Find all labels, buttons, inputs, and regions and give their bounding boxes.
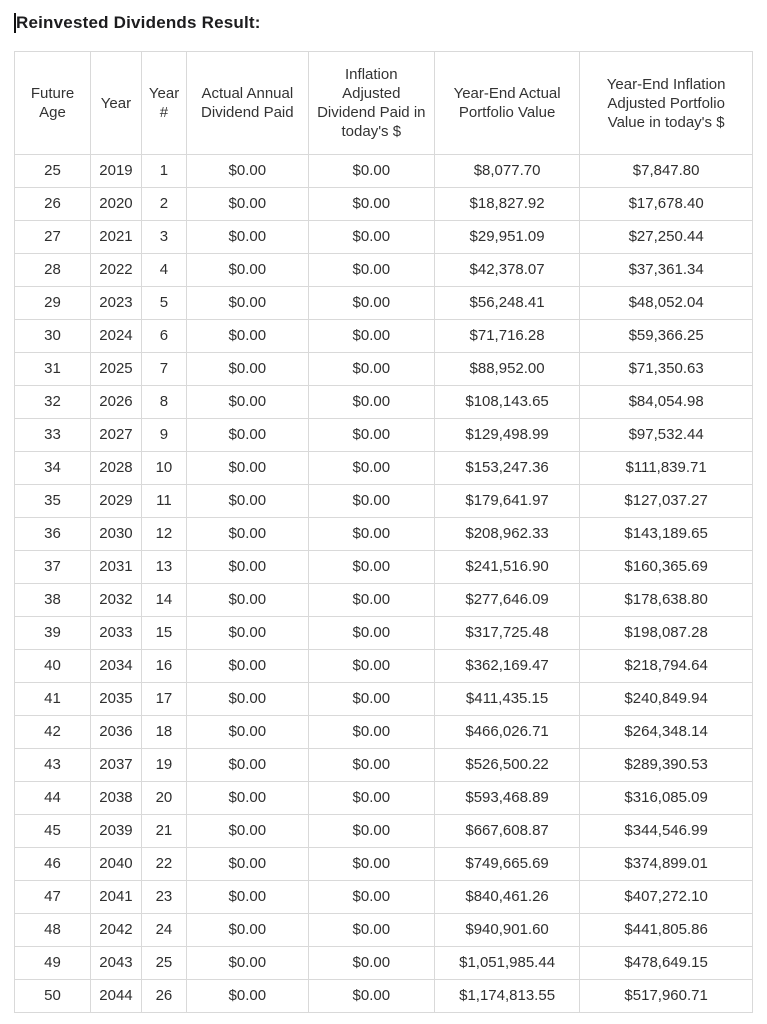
table-cell: 9 — [141, 419, 186, 452]
table-cell: 46 — [15, 848, 91, 881]
table-cell: 28 — [15, 254, 91, 287]
table-cell: $0.00 — [308, 551, 434, 584]
table-cell: $17,678.40 — [580, 188, 753, 221]
table-cell: 45 — [15, 815, 91, 848]
table-cell: $37,361.34 — [580, 254, 753, 287]
table-cell: 31 — [15, 353, 91, 386]
table-cell: 2026 — [91, 386, 142, 419]
table-cell: $0.00 — [308, 155, 434, 188]
table-row — [15, 287, 753, 320]
table-cell: 2021 — [91, 221, 142, 254]
table-cell: $0.00 — [308, 617, 434, 650]
table-cell: 12 — [141, 518, 186, 551]
table-cell: $0.00 — [186, 155, 308, 188]
section-header — [14, 12, 753, 34]
table-cell: $0.00 — [308, 452, 434, 485]
table-cell: $0.00 — [308, 881, 434, 914]
table-cell: 2029 — [91, 485, 142, 518]
table-cell: 42 — [15, 716, 91, 749]
table-cell: 3 — [141, 221, 186, 254]
table-cell: 1 — [141, 155, 186, 188]
table-cell: $411,435.15 — [434, 683, 579, 716]
table-cell: $178,638.80 — [580, 584, 753, 617]
table-cell: $0.00 — [186, 452, 308, 485]
table-cell: $0.00 — [186, 683, 308, 716]
table-row — [15, 815, 753, 848]
table-cell: $0.00 — [308, 518, 434, 551]
table-cell: $940,901.60 — [434, 914, 579, 947]
table-cell: 25 — [15, 155, 91, 188]
table-cell: $0.00 — [308, 848, 434, 881]
table-cell: $0.00 — [308, 683, 434, 716]
column-header-7: Year-End Inflation Adjusted Portfolio Value in today's $ — [580, 52, 753, 155]
table-cell: $0.00 — [186, 947, 308, 980]
column-header-6: Year-End Actual Portfolio Value — [434, 52, 579, 155]
table-cell: 36 — [15, 518, 91, 551]
table-row — [15, 881, 753, 914]
table-row — [15, 452, 753, 485]
table-cell: 2038 — [91, 782, 142, 815]
table-cell: 48 — [15, 914, 91, 947]
table-cell: $27,250.44 — [580, 221, 753, 254]
table-cell: $0.00 — [186, 815, 308, 848]
table-cell: 2022 — [91, 254, 142, 287]
table-cell: 40 — [15, 650, 91, 683]
table-cell: 11 — [141, 485, 186, 518]
table-cell: 7 — [141, 353, 186, 386]
table-cell: $317,725.48 — [434, 617, 579, 650]
table-cell: $0.00 — [308, 320, 434, 353]
table-cell: $127,037.27 — [580, 485, 753, 518]
table-cell: $264,348.14 — [580, 716, 753, 749]
table-cell: 15 — [141, 617, 186, 650]
table-cell: $0.00 — [308, 914, 434, 947]
table-cell: 17 — [141, 683, 186, 716]
table-cell: 38 — [15, 584, 91, 617]
table-body — [15, 155, 753, 1013]
table-cell: 4 — [141, 254, 186, 287]
table-cell: 2041 — [91, 881, 142, 914]
table-cell: 47 — [15, 881, 91, 914]
table-cell: $0.00 — [186, 287, 308, 320]
table-cell: $0.00 — [186, 320, 308, 353]
table-cell: 2023 — [91, 287, 142, 320]
table-cell: $0.00 — [186, 188, 308, 221]
table-cell: $0.00 — [308, 980, 434, 1013]
table-cell: 2035 — [91, 683, 142, 716]
table-cell: $88,952.00 — [434, 353, 579, 386]
table-cell: $289,390.53 — [580, 749, 753, 782]
table-cell: $56,248.41 — [434, 287, 579, 320]
table-cell: $0.00 — [308, 815, 434, 848]
table-cell: 16 — [141, 650, 186, 683]
table-cell: $1,174,813.55 — [434, 980, 579, 1013]
table-row — [15, 683, 753, 716]
table-cell: 43 — [15, 749, 91, 782]
table-cell: 10 — [141, 452, 186, 485]
table-cell: $0.00 — [186, 881, 308, 914]
table-cell: $0.00 — [308, 716, 434, 749]
column-header-1: Future Age — [15, 52, 91, 155]
table-cell: $0.00 — [186, 782, 308, 815]
table-cell: 2043 — [91, 947, 142, 980]
table-cell: $0.00 — [186, 749, 308, 782]
table-cell: $0.00 — [186, 848, 308, 881]
table-cell: $441,805.86 — [580, 914, 753, 947]
table-row — [15, 650, 753, 683]
table-row — [15, 947, 753, 980]
table-cell: $143,189.65 — [580, 518, 753, 551]
table-cell: 2031 — [91, 551, 142, 584]
table-cell: 30 — [15, 320, 91, 353]
table-cell: $0.00 — [308, 221, 434, 254]
table-cell: $0.00 — [186, 716, 308, 749]
table-cell: 2020 — [91, 188, 142, 221]
table-cell: 39 — [15, 617, 91, 650]
table-cell: $8,077.70 — [434, 155, 579, 188]
table-cell: 23 — [141, 881, 186, 914]
table-row — [15, 848, 753, 881]
table-cell: $0.00 — [186, 353, 308, 386]
table-cell: 22 — [141, 848, 186, 881]
table-row — [15, 254, 753, 287]
table-cell: $42,378.07 — [434, 254, 579, 287]
table-cell: 2037 — [91, 749, 142, 782]
table-cell: $478,649.15 — [580, 947, 753, 980]
table-cell: $0.00 — [186, 485, 308, 518]
table-cell: $111,839.71 — [580, 452, 753, 485]
table-cell: 24 — [141, 914, 186, 947]
table-cell: 2044 — [91, 980, 142, 1013]
table-row — [15, 980, 753, 1013]
table-row — [15, 419, 753, 452]
table-cell: 50 — [15, 980, 91, 1013]
table-cell: 2024 — [91, 320, 142, 353]
table-cell: 2033 — [91, 617, 142, 650]
table-cell: $517,960.71 — [580, 980, 753, 1013]
table-cell: $0.00 — [308, 353, 434, 386]
table-cell: 25 — [141, 947, 186, 980]
table-cell: $108,143.65 — [434, 386, 579, 419]
table-cell: $208,962.33 — [434, 518, 579, 551]
table-cell: 27 — [15, 221, 91, 254]
table-cell: $59,366.25 — [580, 320, 753, 353]
table-row — [15, 782, 753, 815]
table-cell: 5 — [141, 287, 186, 320]
table-cell: 26 — [15, 188, 91, 221]
table-cell: $316,085.09 — [580, 782, 753, 815]
table-cell: $241,516.90 — [434, 551, 579, 584]
table-cell: $0.00 — [186, 254, 308, 287]
table-cell: 2042 — [91, 914, 142, 947]
table-cell: 2034 — [91, 650, 142, 683]
table-row — [15, 716, 753, 749]
table-cell: $0.00 — [186, 617, 308, 650]
table-cell: $0.00 — [308, 749, 434, 782]
table-cell: $179,641.97 — [434, 485, 579, 518]
table-cell: $593,468.89 — [434, 782, 579, 815]
table-cell: 2036 — [91, 716, 142, 749]
table-row — [15, 551, 753, 584]
column-header-3: Year # — [141, 52, 186, 155]
table-cell: 20 — [141, 782, 186, 815]
table-cell: $407,272.10 — [580, 881, 753, 914]
table-cell: $0.00 — [308, 650, 434, 683]
table-cell: 2027 — [91, 419, 142, 452]
table-cell: $840,461.26 — [434, 881, 579, 914]
table-row — [15, 584, 753, 617]
table-cell: $198,087.28 — [580, 617, 753, 650]
table-cell: 35 — [15, 485, 91, 518]
table-cell: $48,052.04 — [580, 287, 753, 320]
column-header-2: Year — [91, 52, 142, 155]
header-row — [15, 52, 753, 155]
table-cell: 2025 — [91, 353, 142, 386]
table-cell: $0.00 — [186, 980, 308, 1013]
table-cell: $218,794.64 — [580, 650, 753, 683]
table-cell: 2032 — [91, 584, 142, 617]
table-cell: $374,899.01 — [580, 848, 753, 881]
table-cell: $466,026.71 — [434, 716, 579, 749]
table-row — [15, 485, 753, 518]
table-cell: 34 — [15, 452, 91, 485]
table-cell: 21 — [141, 815, 186, 848]
table-row — [15, 155, 753, 188]
table-cell: 19 — [141, 749, 186, 782]
table-cell: $0.00 — [308, 188, 434, 221]
table-row — [15, 386, 753, 419]
table-cell: 37 — [15, 551, 91, 584]
table-cell: 33 — [15, 419, 91, 452]
table-cell: $97,532.44 — [580, 419, 753, 452]
table-cell: $84,054.98 — [580, 386, 753, 419]
table-row — [15, 518, 753, 551]
table-cell: $0.00 — [308, 254, 434, 287]
table-cell: $129,498.99 — [434, 419, 579, 452]
table-row — [15, 617, 753, 650]
column-header-4: Actual Annual Dividend Paid — [186, 52, 308, 155]
table-row — [15, 353, 753, 386]
table-cell: $0.00 — [308, 584, 434, 617]
table-row — [15, 320, 753, 353]
table-cell: $667,608.87 — [434, 815, 579, 848]
table-cell: $0.00 — [186, 419, 308, 452]
table-cell: 41 — [15, 683, 91, 716]
table-cell: $0.00 — [308, 386, 434, 419]
results-table — [14, 51, 753, 1013]
table-cell: 13 — [141, 551, 186, 584]
table-cell: $0.00 — [186, 650, 308, 683]
page-title: Reinvested Dividends Result: — [16, 13, 261, 32]
table-cell: 44 — [15, 782, 91, 815]
table-cell: $0.00 — [186, 914, 308, 947]
table-cell: 2030 — [91, 518, 142, 551]
table-cell: 8 — [141, 386, 186, 419]
table-cell: $71,716.28 — [434, 320, 579, 353]
table-cell: $18,827.92 — [434, 188, 579, 221]
table-cell: $0.00 — [186, 518, 308, 551]
table-cell: 49 — [15, 947, 91, 980]
table-row — [15, 188, 753, 221]
table-cell: $0.00 — [186, 584, 308, 617]
table-cell: 2 — [141, 188, 186, 221]
table-cell: $153,247.36 — [434, 452, 579, 485]
table-row — [15, 749, 753, 782]
table-cell: $344,546.99 — [580, 815, 753, 848]
table-cell: $749,665.69 — [434, 848, 579, 881]
table-cell: 2040 — [91, 848, 142, 881]
table-row — [15, 221, 753, 254]
table-cell: 2019 — [91, 155, 142, 188]
table-cell: $0.00 — [186, 551, 308, 584]
table-cell: 6 — [141, 320, 186, 353]
table-cell: 2039 — [91, 815, 142, 848]
table-cell: 14 — [141, 584, 186, 617]
table-row — [15, 914, 753, 947]
table-cell: 29 — [15, 287, 91, 320]
table-cell: $277,646.09 — [434, 584, 579, 617]
table-cell: $0.00 — [308, 485, 434, 518]
table-cell: $71,350.63 — [580, 353, 753, 386]
table-cell: $7,847.80 — [580, 155, 753, 188]
table-cell: $1,051,985.44 — [434, 947, 579, 980]
table-cell: 18 — [141, 716, 186, 749]
table-cell: 32 — [15, 386, 91, 419]
table-cell: 2028 — [91, 452, 142, 485]
table-cell: $0.00 — [186, 221, 308, 254]
table-cell: $160,365.69 — [580, 551, 753, 584]
table-cell: $0.00 — [308, 782, 434, 815]
table-cell: $0.00 — [308, 947, 434, 980]
table-cell: $240,849.94 — [580, 683, 753, 716]
column-header-5: Inflation Adjusted Dividend Paid in today's $ — [308, 52, 434, 155]
table-cell: $0.00 — [308, 287, 434, 320]
table-cell: $0.00 — [186, 386, 308, 419]
table-cell: $0.00 — [308, 419, 434, 452]
table-cell: $526,500.22 — [434, 749, 579, 782]
table-cell: $29,951.09 — [434, 221, 579, 254]
table-cell: $362,169.47 — [434, 650, 579, 683]
table-cell: 26 — [141, 980, 186, 1013]
